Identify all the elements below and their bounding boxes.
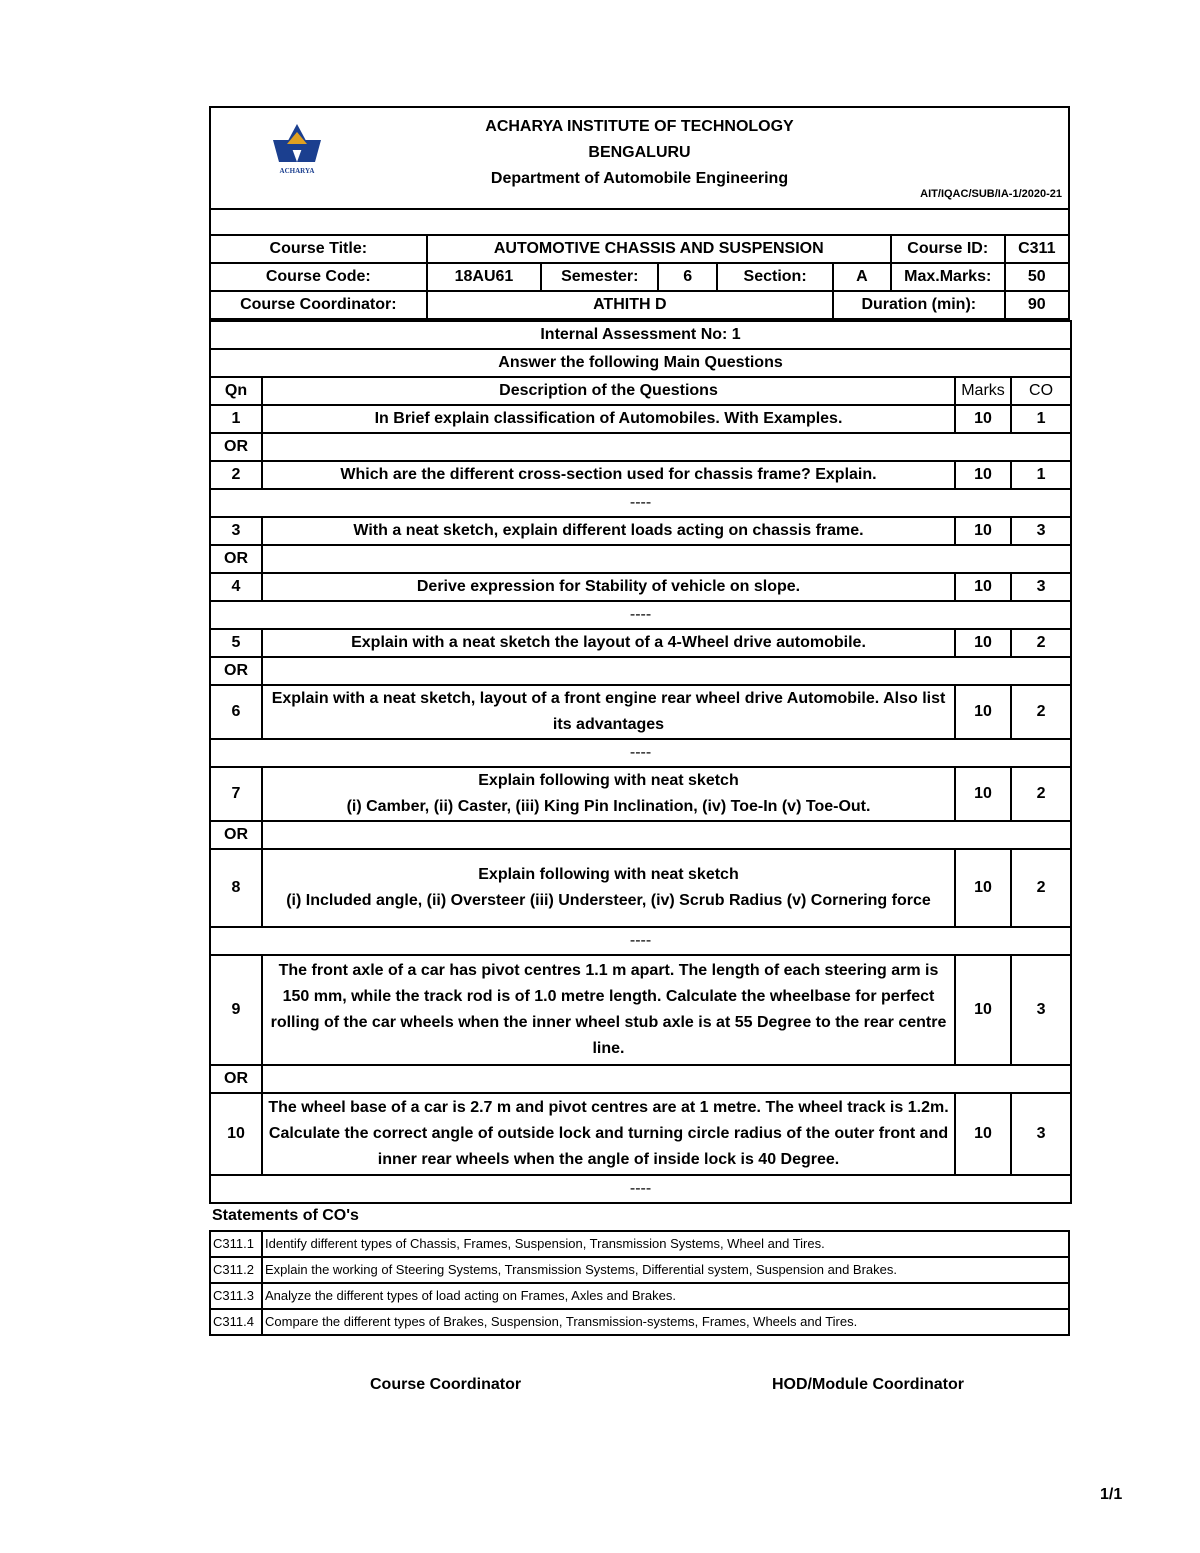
empty-cell (262, 821, 1071, 849)
question-text: Derive expression for Stability of vehicle on slope. (262, 573, 955, 601)
question-text-line: Explain following with neat sketch (478, 866, 739, 883)
svg-text:ACHARYA: ACHARYA (279, 167, 315, 175)
question-text: Explain with a neat sketch the layout of a 4-Wheel drive automobile. (262, 629, 955, 657)
coordinator-label: Course Coordinator: (210, 291, 427, 319)
question-co: 2 (1011, 849, 1071, 927)
question-number: 2 (210, 461, 262, 489)
assessment-title: Internal Assessment No: 1 (210, 321, 1071, 349)
course-id-value: C311 (1005, 235, 1069, 263)
question-text: Which are the different cross-section used for chassis frame? Explain. (262, 461, 955, 489)
question-number: 7 (210, 767, 262, 821)
question-marks: 10 (955, 405, 1011, 433)
question-co: 3 (1011, 1093, 1071, 1175)
question-text (262, 849, 955, 927)
course-title-value: AUTOMOTIVE CHASSIS AND SUSPENSION (427, 235, 891, 263)
question-marks: 10 (955, 461, 1011, 489)
question-co: 3 (1011, 517, 1071, 545)
question-number: 9 (210, 955, 262, 1065)
question-number: 8 (210, 849, 262, 927)
co-row (210, 1257, 1069, 1283)
section-separator: ---- (210, 927, 1071, 955)
question-co: 2 (1011, 685, 1071, 739)
question-number: 5 (210, 629, 262, 657)
question-row (210, 405, 1071, 433)
question-marks: 10 (955, 629, 1011, 657)
question-co: 2 (1011, 629, 1071, 657)
or-label: OR (210, 433, 262, 461)
question-number: 4 (210, 573, 262, 601)
or-label: OR (210, 821, 262, 849)
question-row (210, 629, 1071, 657)
question-row (210, 955, 1071, 1065)
question-text: In Brief explain classification of Automobiles. With Examples. (262, 405, 955, 433)
empty-cell (262, 657, 1071, 685)
question-co: 3 (1011, 573, 1071, 601)
course-coordinator-signature: Course Coordinator (370, 1376, 522, 1393)
question-number: 1 (210, 405, 262, 433)
or-label: OR (210, 1065, 262, 1093)
section-separator: ---- (210, 489, 1071, 517)
question-marks: 10 (955, 1093, 1011, 1175)
course-info-table (209, 208, 1070, 320)
institute-heading (211, 114, 1068, 192)
question-row (210, 767, 1071, 821)
question-row (210, 849, 1071, 927)
reference-code: AIT/IQAC/SUB/IA-1/2020-21 (920, 188, 1062, 200)
question-co: 3 (1011, 955, 1071, 1065)
question-paper (209, 106, 1070, 1204)
question-marks: 10 (955, 955, 1011, 1065)
question-text-line: Explain following with neat sketch (478, 772, 739, 789)
duration-value: 90 (1005, 291, 1069, 319)
course-code-label: Course Code: (210, 263, 427, 291)
header-box (209, 106, 1070, 208)
empty-cell (262, 1065, 1071, 1093)
question-row (210, 517, 1071, 545)
question-number: 6 (210, 685, 262, 739)
coordinator-value: ATHITH D (427, 291, 833, 319)
co-header: CO (1011, 377, 1071, 405)
question-co: 1 (1011, 405, 1071, 433)
question-text-line: (i) Included angle, (ii) Oversteer (iii) Understeer, (iv) Scrub Radius (v) Cornering force (286, 892, 931, 909)
duration-label: Duration (min): (833, 291, 1005, 319)
max-marks-value: 50 (1005, 263, 1069, 291)
marks-header: Marks (955, 377, 1011, 405)
or-label: OR (210, 545, 262, 573)
section-separator: ---- (210, 601, 1071, 629)
co-id: C311.1 (210, 1231, 262, 1257)
co-id: C311.3 (210, 1283, 262, 1309)
question-text: The wheel base of a car is 2.7 m and pivot centres are at 1 metre. The wheel track is 1.2m. Calculate the correct angle of outside lock and turning circle radius of the outer front and inner rear wheels when the angle of inside lock is 40 Degree. (262, 1093, 955, 1175)
empty-cell (262, 545, 1071, 573)
or-label: OR (210, 657, 262, 685)
section-label: Section: (717, 263, 833, 291)
co-id: C311.2 (210, 1257, 262, 1283)
co-statements-table (209, 1230, 1070, 1336)
empty-cell (262, 433, 1071, 461)
max-marks-label: Max.Marks: (891, 263, 1005, 291)
course-id-label: Course ID: (891, 235, 1005, 263)
institute-name: ACHARYA INSTITUTE OF TECHNOLOGY (485, 118, 794, 135)
question-row (210, 1093, 1071, 1175)
co-text: Compare the different types of Brakes, Suspension, Transmission-systems, Frames, Wheels and Tires. (262, 1309, 1069, 1335)
hod-signature: HOD/Module Coordinator (772, 1376, 964, 1393)
co-text: Analyze the different types of load acting on Frames, Axles and Brakes. (262, 1283, 1069, 1309)
assessment-instruction: Answer the following Main Questions (210, 349, 1071, 377)
question-number: 3 (210, 517, 262, 545)
question-co: 2 (1011, 767, 1071, 821)
qn-header: Qn (210, 377, 262, 405)
section-separator: ---- (210, 739, 1071, 767)
question-text (262, 767, 955, 821)
co-text: Identify different types of Chassis, Frames, Suspension, Transmission Systems, Wheel and Tires. (262, 1231, 1069, 1257)
question-row (210, 573, 1071, 601)
co-row (210, 1283, 1069, 1309)
co-statements-title: Statements of CO's (212, 1207, 359, 1224)
semester-value: 6 (658, 263, 717, 291)
question-marks: 10 (955, 767, 1011, 821)
question-number: 10 (210, 1093, 262, 1175)
co-text: Explain the working of Steering Systems, Transmission Systems, Differential system, Suspension and Brakes. (262, 1257, 1069, 1283)
course-code-value: 18AU61 (427, 263, 542, 291)
questions-table (209, 320, 1072, 1204)
section-separator: ---- (210, 1175, 1071, 1203)
question-text: With a neat sketch, explain different loads acting on chassis frame. (262, 517, 955, 545)
institute-city: BENGALURU (588, 144, 691, 161)
department-name: Department of Automobile Engineering (490, 170, 789, 187)
semester-label: Semester: (541, 263, 658, 291)
co-id: C311.4 (210, 1309, 262, 1335)
question-text: The front axle of a car has pivot centres 1.1 m apart. The length of each steering arm is 150 mm, while the track rod is of 1.0 metre length. Calculate the wheelbase for perfect rolling of the car wheels when the inner wheel stub axle is at 55 Degree to the rear centre line. (262, 955, 955, 1065)
page-number: 1/1 (1100, 1486, 1123, 1503)
question-marks: 10 (955, 517, 1011, 545)
question-text: Explain with a neat sketch, layout of a front engine rear wheel drive Automobile. Also list its advantages (262, 685, 955, 739)
question-row (210, 685, 1071, 739)
co-row (210, 1231, 1069, 1257)
course-title-label: Course Title: (210, 235, 427, 263)
question-marks: 10 (955, 849, 1011, 927)
question-text-line: (i) Camber, (ii) Caster, (iii) King Pin Inclination, (iv) Toe-In (v) Toe-Out. (346, 798, 871, 815)
question-co: 1 (1011, 461, 1071, 489)
question-row (210, 461, 1071, 489)
description-header: Description of the Questions (262, 377, 955, 405)
section-value: A (833, 263, 891, 291)
co-row (210, 1309, 1069, 1335)
spacer-row (210, 209, 1069, 235)
question-marks: 10 (955, 573, 1011, 601)
question-marks: 10 (955, 685, 1011, 739)
